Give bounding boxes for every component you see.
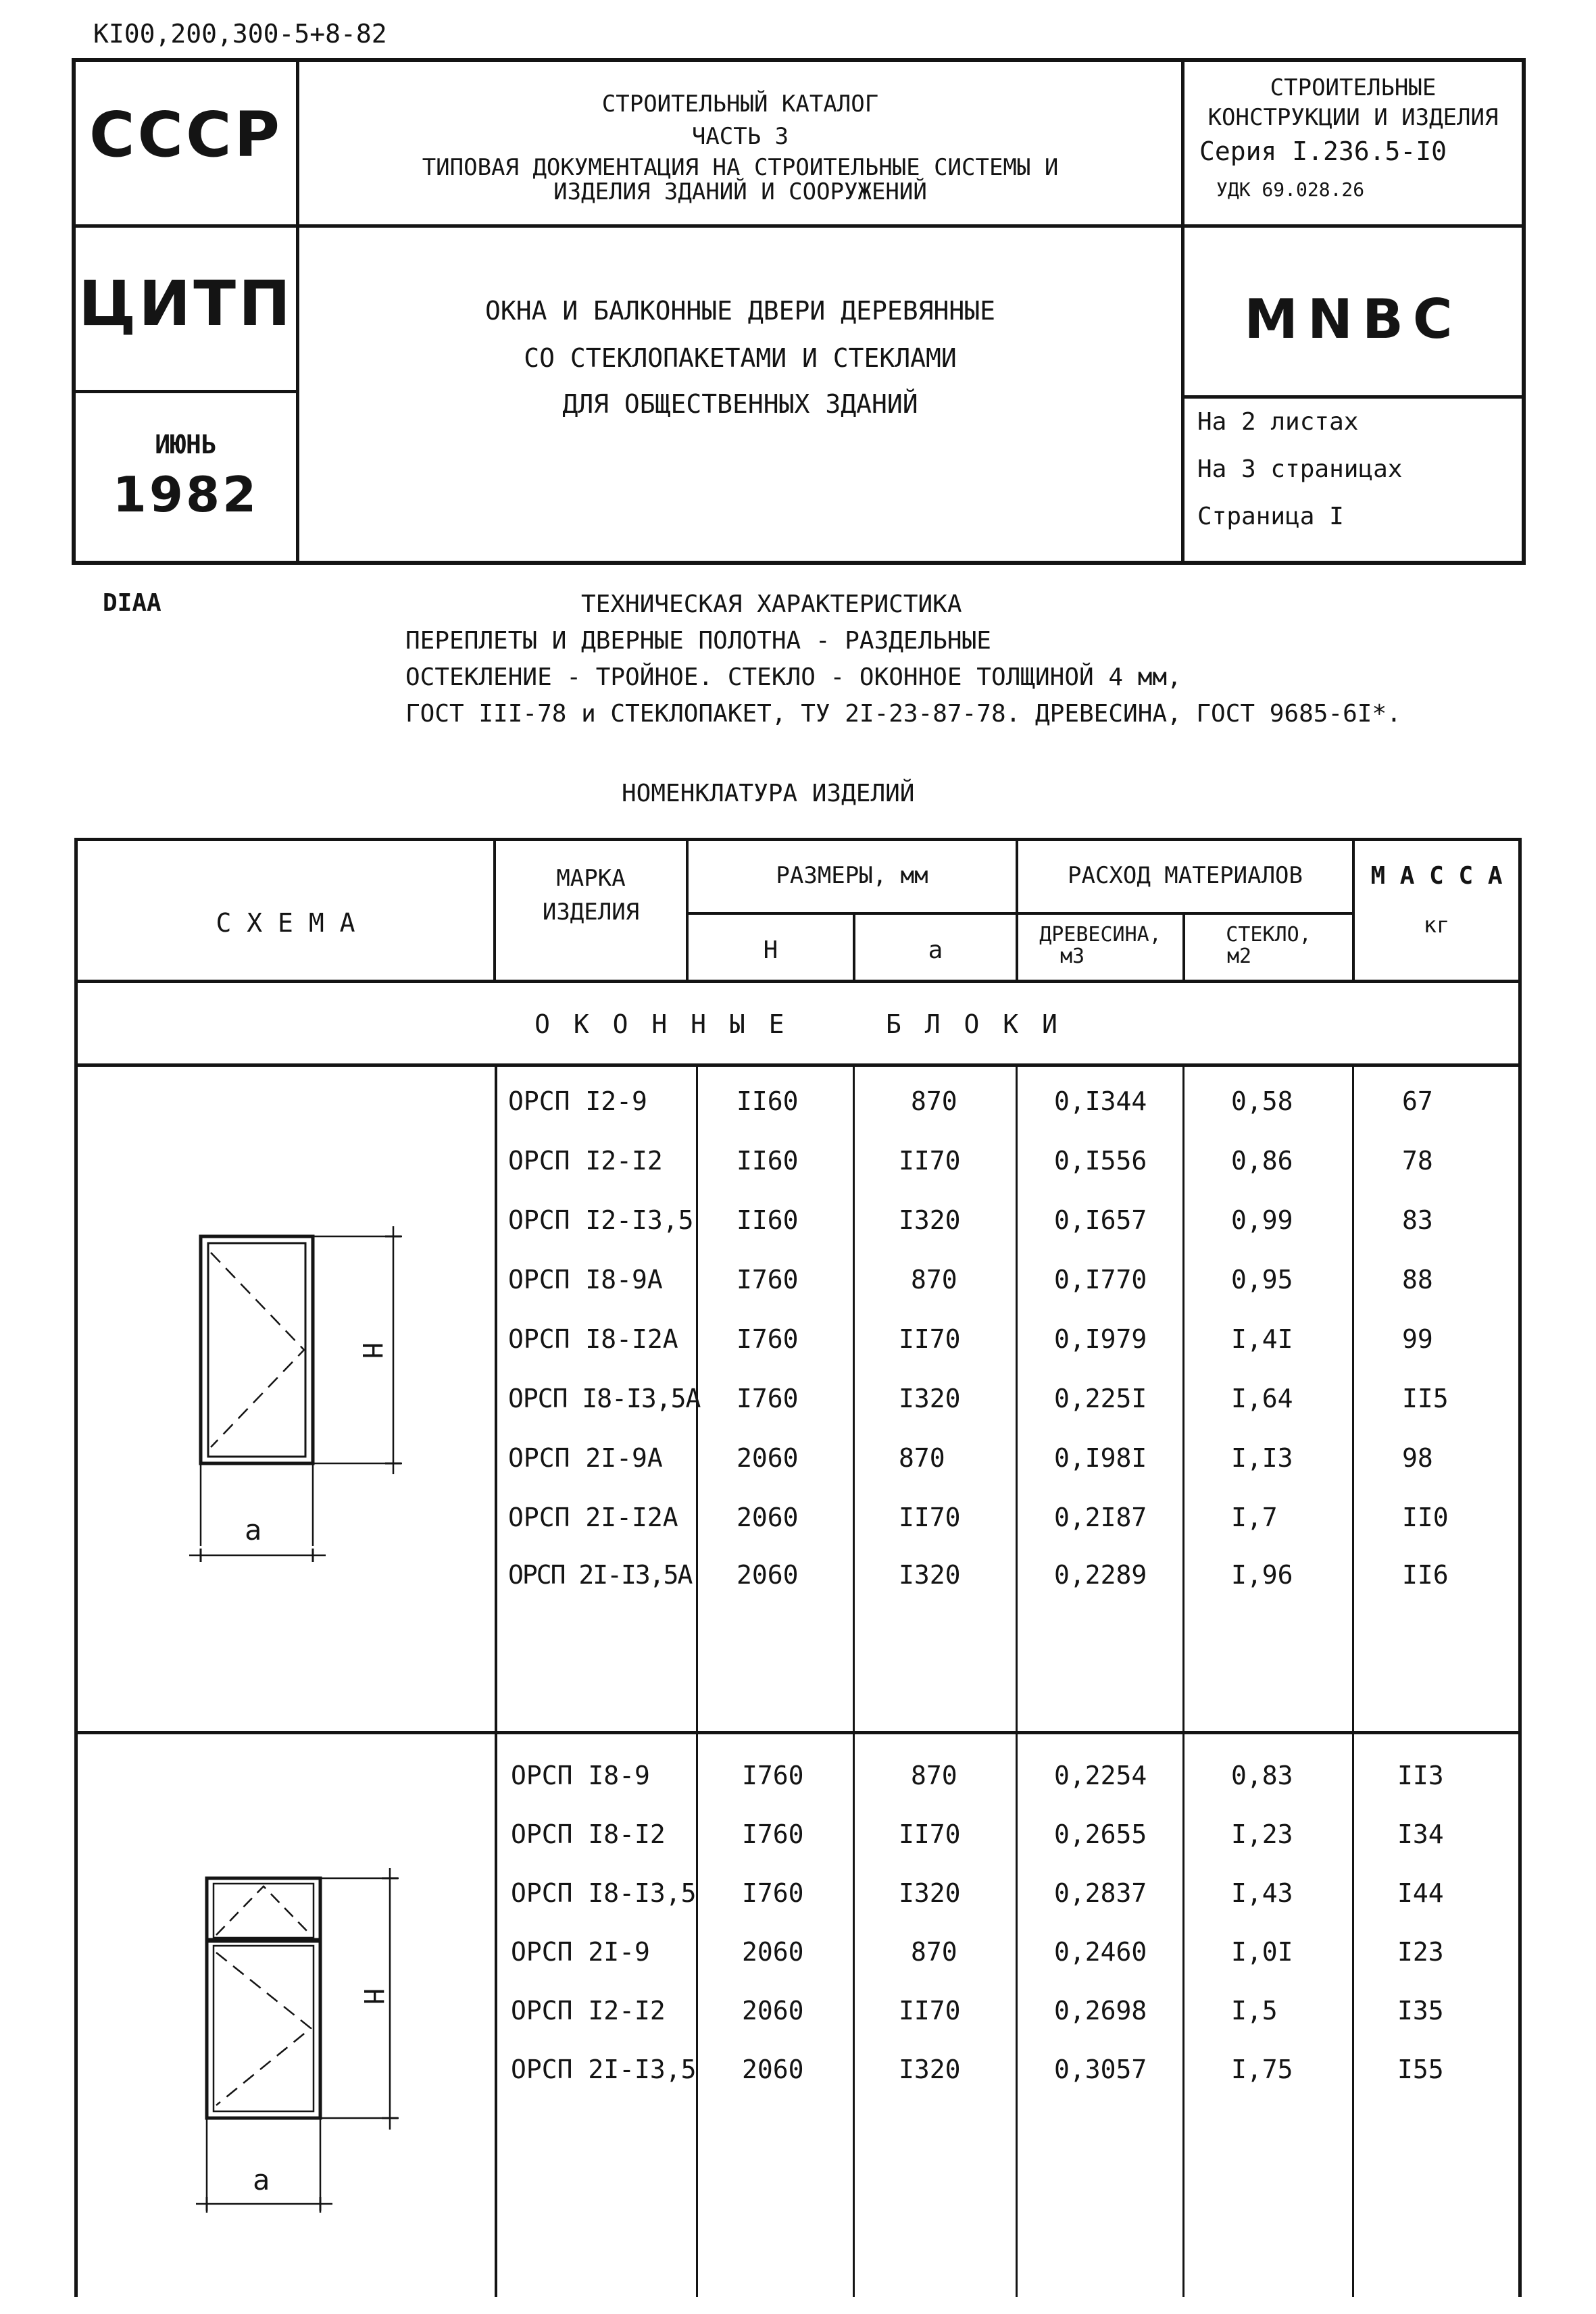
header-h: Н [763,936,778,964]
stamp-ussr: СССР [89,99,282,171]
cell-h: 2060 [742,2055,804,2084]
cell-wood: 0,3057 [1054,2055,1147,2084]
page-number: Страница I [1197,503,1344,530]
catalog-line: ИЗДЕЛИЯ ЗДАНИЙ И СООРУЖЕНИЙ [553,178,927,205]
cell-a: II70 [899,1996,961,2026]
cell-wood: 0,I770 [1054,1265,1147,1294]
cell-glass: I,5 [1231,1996,1278,2026]
tech-heading: ТЕХНИЧЕСКАЯ ХАРАКТЕРИСТИКА [581,590,962,618]
sheets-count: На 2 листах [1197,408,1359,436]
catalog-line: ЧАСТЬ 3 [691,123,789,150]
cell-mass: I23 [1397,1937,1444,1967]
catalog-line: ТИПОВАЯ ДОКУМЕНТАЦИЯ НА СТРОИТЕЛЬНЫЕ СИСТЕМЫ И [422,154,1059,181]
tech-line: ПЕРЕПЛЕТЫ И ДВЕРНЫЕ ПОЛОТНА - РАЗДЕЛЬНЫЕ [405,627,991,655]
cell-a: 870 [911,1265,957,1294]
cell-wood: 0,2254 [1054,1761,1147,1790]
cell-glass: 0,95 [1231,1265,1293,1294]
cell-mass: I34 [1397,1819,1444,1849]
cell-glass: 0,86 [1231,1146,1293,1176]
header-glass-unit: м2 [1226,945,1252,968]
cell-mark: ОРСП 2I-9А [508,1443,663,1473]
cell-h: I760 [737,1384,799,1413]
cell-wood: 0,I98I [1054,1443,1147,1473]
cell-mark: ОРСП I8-I2 [511,1819,666,1849]
cell-wood: 0,I556 [1054,1146,1147,1176]
cell-wood: 0,2289 [1054,1560,1147,1590]
cell-mark: ОРСП I2-I3,5 [508,1205,694,1235]
cell-glass: I,I3 [1231,1443,1293,1473]
header-mark: ИЗДЕЛИЯ [542,899,640,926]
section-code: DIAA [103,589,161,617]
cell-a: I320 [899,1560,961,1590]
cell-mark: ОРСП I2-9 [508,1086,647,1116]
cell-a: I320 [899,1205,961,1235]
cell-mark: ОРСП I8-9 [511,1761,650,1790]
cell-mass: I44 [1397,1878,1444,1908]
cell-glass: 0,99 [1231,1205,1293,1235]
section-window-blocks: О К О Н Н Ы Е Б Л О К И [534,1009,1062,1039]
cell-wood: 0,2460 [1054,1937,1147,1967]
cell-mass: II0 [1402,1503,1449,1532]
cell-wood: 0,I657 [1054,1205,1147,1235]
cell-h: I760 [737,1324,799,1354]
cell-a: 870 [911,1937,957,1967]
document-title-line: СО СТЕКЛОПАКЕТАМИ И СТЕКЛАМИ [524,343,957,373]
header-mass-unit: кг [1423,912,1450,938]
cell-mark: ОРСП 2I-I3,5 [511,2055,697,2084]
casement-window-drawing [176,1223,432,1581]
cell-mass: II6 [1402,1560,1449,1590]
header-wood-unit: м3 [1059,945,1085,968]
cell-a: I320 [899,1878,961,1908]
cell-mark: ОРСП I2-I2 [511,1996,666,2026]
cell-glass: I,64 [1231,1384,1293,1413]
cell-a: I320 [899,1384,961,1413]
width-dimension-label: а [245,1513,262,1546]
series-line: Серия I.236.5-I0 [1199,136,1447,166]
cell-mass: 83 [1402,1205,1433,1235]
document-title-line: ДЛЯ ОБЩЕСТВЕННЫХ ЗДАНИЙ [562,389,918,419]
cell-h: II60 [737,1205,799,1235]
header-sizes: РАЗМЕРЫ, мм [776,862,928,889]
stamp-year: 1982 [112,466,259,523]
cell-wood: 0,225I [1054,1384,1147,1413]
cell-mark: ОРСП 2I-I2А [508,1503,678,1532]
cell-mark: ОРСП 2I-9 [511,1937,650,1967]
cell-h: 2060 [742,1996,804,2026]
cell-h: 2060 [742,1937,804,1967]
cell-a: 870 [899,1443,945,1473]
header-mark: МАРКА [556,865,626,892]
header-wood: ДРЕВЕСИНА, [1039,923,1162,947]
cell-mass: 78 [1402,1146,1433,1176]
catalog-line: СТРОИТЕЛЬНЫЙ КАТАЛОГ [601,91,879,118]
pages-count: На 3 страницах [1197,455,1403,483]
cell-h: I760 [737,1265,799,1294]
header-glass: СТЕКЛО, [1226,923,1312,947]
cell-mass: II5 [1402,1384,1449,1413]
cell-mark: ОРСП I8-I3,5А [508,1384,701,1413]
cell-mass: 98 [1402,1443,1433,1473]
cell-h: II60 [737,1086,799,1116]
cell-h: 2060 [737,1503,799,1532]
cell-a: 870 [911,1086,957,1116]
header-mass: М А С С А [1370,862,1503,890]
cell-mass: 88 [1402,1265,1433,1294]
stamp-citp: ЦИТП [78,268,294,340]
cell-glass: I,7 [1231,1503,1278,1532]
udc-code: УДК 69.028.26 [1216,178,1365,201]
cell-wood: 0,2837 [1054,1878,1147,1908]
cell-a: II70 [899,1503,961,1532]
cell-h: I760 [742,1819,804,1849]
cell-wood: 0,2655 [1054,1819,1147,1849]
document-title-line: ОКНА И БАЛКОННЫЕ ДВЕРИ ДЕРЕВЯННЫЕ [485,296,995,326]
series-line: СТРОИТЕЛЬНЫЕ [1270,74,1437,101]
cell-glass: I,4I [1231,1324,1293,1354]
cell-a: II70 [899,1324,961,1354]
cell-mass: 99 [1402,1324,1433,1354]
cell-h: I760 [742,1761,804,1790]
cell-glass: I,75 [1231,2055,1293,2084]
cell-mark: ОРСП 2I-I3,5А [508,1560,692,1590]
transom-window-drawing [189,1865,419,2250]
cell-mass: II3 [1397,1761,1444,1790]
cell-glass: I,23 [1231,1819,1293,1849]
cell-mark: ОРСП I8-9А [508,1265,663,1294]
cell-mass: I35 [1397,1996,1444,2026]
cell-wood: 0,2I87 [1054,1503,1147,1532]
document-code: КI00,200,300-5+8-82 [93,19,387,49]
cell-glass: 0,83 [1231,1761,1293,1790]
cell-mark: ОРСП I8-I2А [508,1324,678,1354]
cell-h: I760 [742,1878,804,1908]
header-a: а [928,936,943,964]
height-dimension-label: Н [356,1342,388,1359]
nomenclature-title: НОМЕНКЛАТУРА ИЗДЕЛИЙ [622,780,915,807]
cell-a: II70 [899,1819,961,1849]
catalog-code: MNBC [1244,288,1462,351]
series-line: КОНСТРУКЦИИ И ИЗДЕЛИЯ [1207,104,1499,131]
header-materials: РАСХОД МАТЕРИАЛОВ [1068,862,1303,889]
header-scheme: С Х Е М А [216,908,355,938]
width-dimension-label: а [253,2163,270,2196]
cell-mark: ОРСП I8-I3,5 [511,1878,697,1908]
cell-h: II60 [737,1146,799,1176]
cell-h: 2060 [737,1443,799,1473]
cell-glass: I,0I [1231,1937,1293,1967]
cell-mass: 67 [1402,1086,1433,1116]
cell-glass: I,96 [1231,1560,1293,1590]
stamp-month: ИЮНЬ [155,430,217,459]
cell-wood: 0,I979 [1054,1324,1147,1354]
tech-line: ОСТЕКЛЕНИЕ - ТРОЙНОЕ. СТЕКЛО - ОКОННОЕ ТОЛЩИНОЙ 4 мм, [405,663,1182,691]
cell-a: I320 [899,2055,961,2084]
cell-a: II70 [899,1146,961,1176]
cell-wood: 0,I344 [1054,1086,1147,1116]
cell-a: 870 [911,1761,957,1790]
cell-glass: I,43 [1231,1878,1293,1908]
cell-wood: 0,2698 [1054,1996,1147,2026]
cell-mark: ОРСП I2-I2 [508,1146,663,1176]
cell-h: 2060 [737,1560,799,1590]
tech-line: ГОСТ III-78 и СТЕКЛОПАКЕТ, ТУ 2I-23-87-78. ДРЕВЕСИНА, ГОСТ 9685-6I*. [405,700,1401,728]
cell-mass: I55 [1397,2055,1444,2084]
cell-glass: 0,58 [1231,1086,1293,1116]
height-dimension-label: Н [357,1988,389,2005]
